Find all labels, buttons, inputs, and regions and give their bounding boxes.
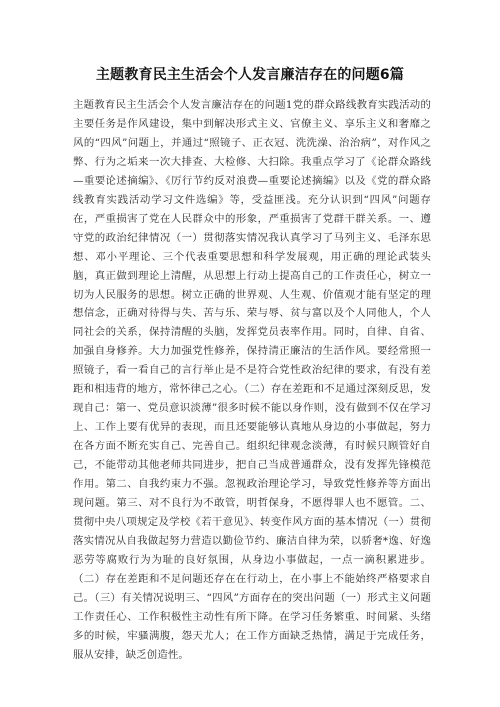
document-title: 主题教育民主生活会个人发言廉洁存在的问题6篇 <box>95 67 405 83</box>
document-body-text: 主题教育民主生活会个人发言廉洁存在的问题1党的群众路线教育实践活动的主要任务是作风建设，集中到解决形式主义、官僚主义、享乐主义和奢靡之风的“四风”问题上，并通过“照镜子、正衣冠、洗洗澡、治治病”，对作风之弊、行为之垢来一次大排查、大检修、大扫除。我重点学习了《论群众路线—重要论述摘编》、《厉行节约反对浪费—重要论述摘编》以及《党的群众路线教育实践活动学习文件选编》等，受益匪浅。充分认识到“四风”问题存在，严重损害了党在人民群众中的形象，严重损害了党群干群关系。一、遵守党的政治纪律情况（一）贯彻落实情况我认真学习了马列主义、毛泽东思想、邓小平理论、三个代表重要思想和科学发展观，用正确的理论武装头脑，真正做到理论上清醒，从思想上行动上提高自己的工作责任心，树立一切为人民服务的思想。树立正确的世界观、人生观、价值观才能有坚定的理想信念，正确对待得与失、苦与乐、荣与辱、贫与富以及个人同他人，个人同社会的关系，保持清醒的头脑，发挥党员表率作用。同时，自律、自省、加强自身修养。大力加强党性修养，保持清正廉洁的生活作风。要经常照一照镜子，看一看自己的言行举止是不是符合党性政治纪律的要求，有没有差距和相违背的地方，常怀律己之心。（二）存在差距和不足通过深刻反思，发现自己：第一、党员意识淡薄”很多时候不能以身作则，没有做到不仅在学习上、工作上要有优异的表现，而且还要能够认真地从身边的小事做起，努力在各方面不断充实自己、完善自己。组织纪律观念淡薄，有时候只顾管好自己，不能带动其他老师共同进步，把自己当成普通群众，没有发挥先锋模范作用。第二、自我约束力不强。忽视政治理论学习，导致党性修养等方面出现问题。第三、对不良行为不敢管，明哲保身，不愿得罪人也不愿管。二、贯彻中央八项规定及学校《若干意见》、转变作风方面的基本情况（一）贯彻落实情况从自我做起努力营造以勤俭节约、廉洁自律为荣，以骄奢*逸、好逸恶劳等腐败行为为耻的良好氛围，从身边小事做起，一点一滴积累进步。（二）存在差距和不足问题还存在在行动上，在小事上不能始终严格要求自己。（三）有关情况说明三、“四风”方面存在的突出问题（一）形式主义问题工作责任心、工作积极性主动性有所下降。在学习任务繁重、时间紧、头绪多的时候，牢骚满腹，怨天尤人；在工作方面缺乏热情，满足于完成任务，服从安排，缺乏创造性。 <box>73 99 431 661</box>
